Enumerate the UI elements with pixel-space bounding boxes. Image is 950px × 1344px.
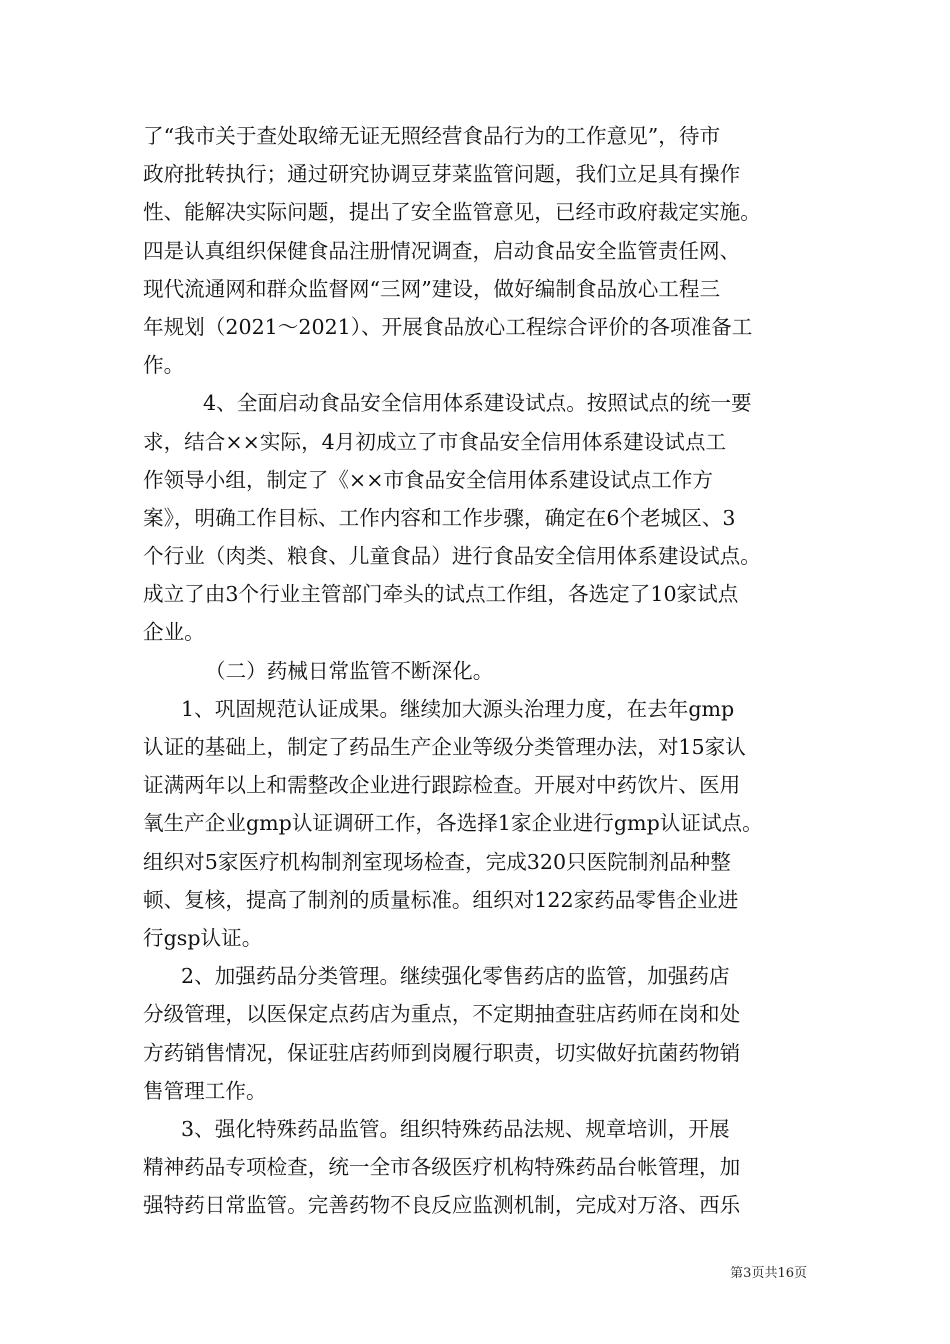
text-line: 组织对5家医疗机构制剂室现场检查，完成320只医院制剂品种整 — [143, 849, 731, 874]
page-number-footer: 第3页共16页 — [730, 1266, 807, 1281]
text-line: 性、能解决实际问题，提出了安全监管意见，已经市政府裁定实施。 — [143, 200, 761, 225]
text-line: 强特药日常监管。完善药物不良反应监测机制，完成对万洛、西乐 — [143, 1193, 741, 1218]
text-line: 了“我市关于查处取缔无证无照经营食品行为的工作意见”，待市 — [143, 124, 721, 148]
text-line: 精神药品专项检查，统一全市各级医疗机构特殊药品台帐管理，加 — [143, 1155, 741, 1180]
text-line: 证满两年以上和需整改企业进行跟踪检查。开展对中药饮片、医用 — [143, 773, 741, 798]
paragraph-start-line: 2、加强药品分类管理。继续强化零售药店的监管，加强药店 — [181, 964, 730, 989]
text-line: 作。 — [143, 353, 185, 378]
text-line: 氧生产企业gmp认证调研工作，各选择1家企业进行gmp认证试点。 — [143, 811, 763, 836]
text-line: 案》，明确工作目标、工作内容和工作步骤，确定在6个老城区、3 — [143, 505, 736, 530]
paragraph-start-line: 1、巩固规范认证成果。继续加大源头治理力度，在去年gmp — [181, 696, 735, 721]
text-line: 四是认真组织保健食品注册情况调查，启动食品安全监管责任网、 — [143, 238, 741, 263]
text-line: 顿、复核，提高了制剂的质量标准。组织对122家药品零售企业进 — [143, 887, 739, 912]
text-line: 企业。 — [143, 620, 205, 645]
text-line: 现代流通网和群众监督网“三网”建设，做好编制食品放心工程三 — [143, 276, 721, 301]
text-line: 分级管理，以医保定点药店为重点，不定期抽查驻店药师在岗和处 — [143, 1002, 741, 1027]
text-line: 售管理工作。 — [143, 1078, 267, 1103]
section-heading: （二）药械日常监管不断深化。 — [205, 658, 494, 683]
text-line: 年规划（2021～2021）、开展食品放心工程综合评价的各项准备工 — [143, 314, 753, 339]
text-line: 求，结合××实际，4月初成立了市食品安全信用体系建设试点工 — [143, 429, 727, 454]
text-line: 个行业（肉类、粮食、儿童食品）进行食品安全信用体系建设试点。 — [143, 544, 761, 569]
text-line: 认证的基础上，制定了药品生产企业等级分类管理办法，对15家认 — [143, 735, 746, 759]
text-line: 成立了由3个行业主管部门牵头的试点工作组，各选定了10家试点 — [143, 582, 739, 607]
paragraph-start-line: 4、全面启动食品安全信用体系建设试点。按照试点的统一要 — [203, 391, 752, 416]
text-line: 作领导小组，制定了《××市食品安全信用体系建设试点工作方 — [143, 467, 713, 492]
document-body — [143, 117, 808, 1224]
paragraph-start-line: 3、强化特殊药品监管。组织特殊药品法规、规章培训，开展 — [181, 1116, 730, 1141]
text-line: 行gsp认证。 — [143, 925, 263, 950]
text-line: 政府批转执行；通过研究协调豆芽菜监管问题，我们立足具有操作 — [143, 162, 741, 187]
text-line: 方药销售情况，保证驻店药师到岗履行职责，切实做好抗菌药物销 — [143, 1040, 741, 1065]
